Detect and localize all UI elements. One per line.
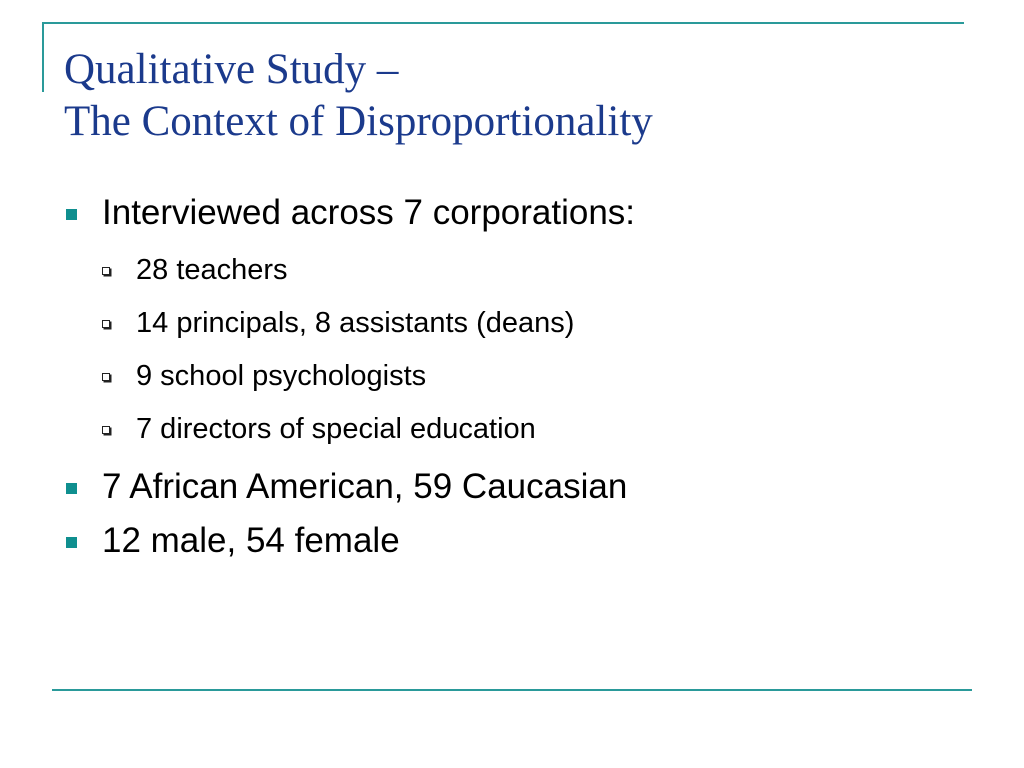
sub-bullet-item bbox=[102, 297, 966, 350]
hollow-square-bullet-icon bbox=[102, 267, 110, 275]
sub-bullet-list bbox=[66, 244, 966, 456]
left-accent-rule bbox=[42, 22, 44, 92]
bullet-text: Interviewed across 7 corporations: bbox=[102, 193, 636, 232]
bottom-accent-rule bbox=[52, 689, 972, 691]
hollow-square-bullet-icon bbox=[102, 320, 110, 328]
title-line-2: The Context of Disproportionality bbox=[64, 98, 653, 145]
sub-bullet-text: 7 directors of special education bbox=[136, 413, 536, 445]
slide-title bbox=[64, 44, 653, 148]
sub-bullet-item bbox=[102, 350, 966, 403]
sub-bullet-item bbox=[102, 244, 966, 297]
bullet-item bbox=[66, 186, 966, 240]
bullet-text: 12 male, 54 female bbox=[102, 521, 400, 560]
sub-bullet-item bbox=[102, 403, 966, 456]
square-bullet-icon bbox=[66, 209, 77, 220]
bullet-text: 7 African American, 59 Caucasian bbox=[102, 467, 628, 506]
sub-bullet-text: 28 teachers bbox=[136, 254, 288, 286]
title-line-1: Qualitative Study – bbox=[64, 46, 399, 93]
hollow-square-bullet-icon bbox=[102, 426, 110, 434]
sub-bullet-text: 14 principals, 8 assistants (deans) bbox=[136, 307, 575, 339]
square-bullet-icon bbox=[66, 483, 77, 494]
top-accent-rule bbox=[42, 22, 964, 24]
bullet-item bbox=[66, 514, 966, 568]
bullet-item bbox=[66, 460, 966, 514]
hollow-square-bullet-icon bbox=[102, 373, 110, 381]
slide-body bbox=[66, 186, 966, 568]
square-bullet-icon bbox=[66, 537, 77, 548]
sub-bullet-text: 9 school psychologists bbox=[136, 360, 427, 392]
